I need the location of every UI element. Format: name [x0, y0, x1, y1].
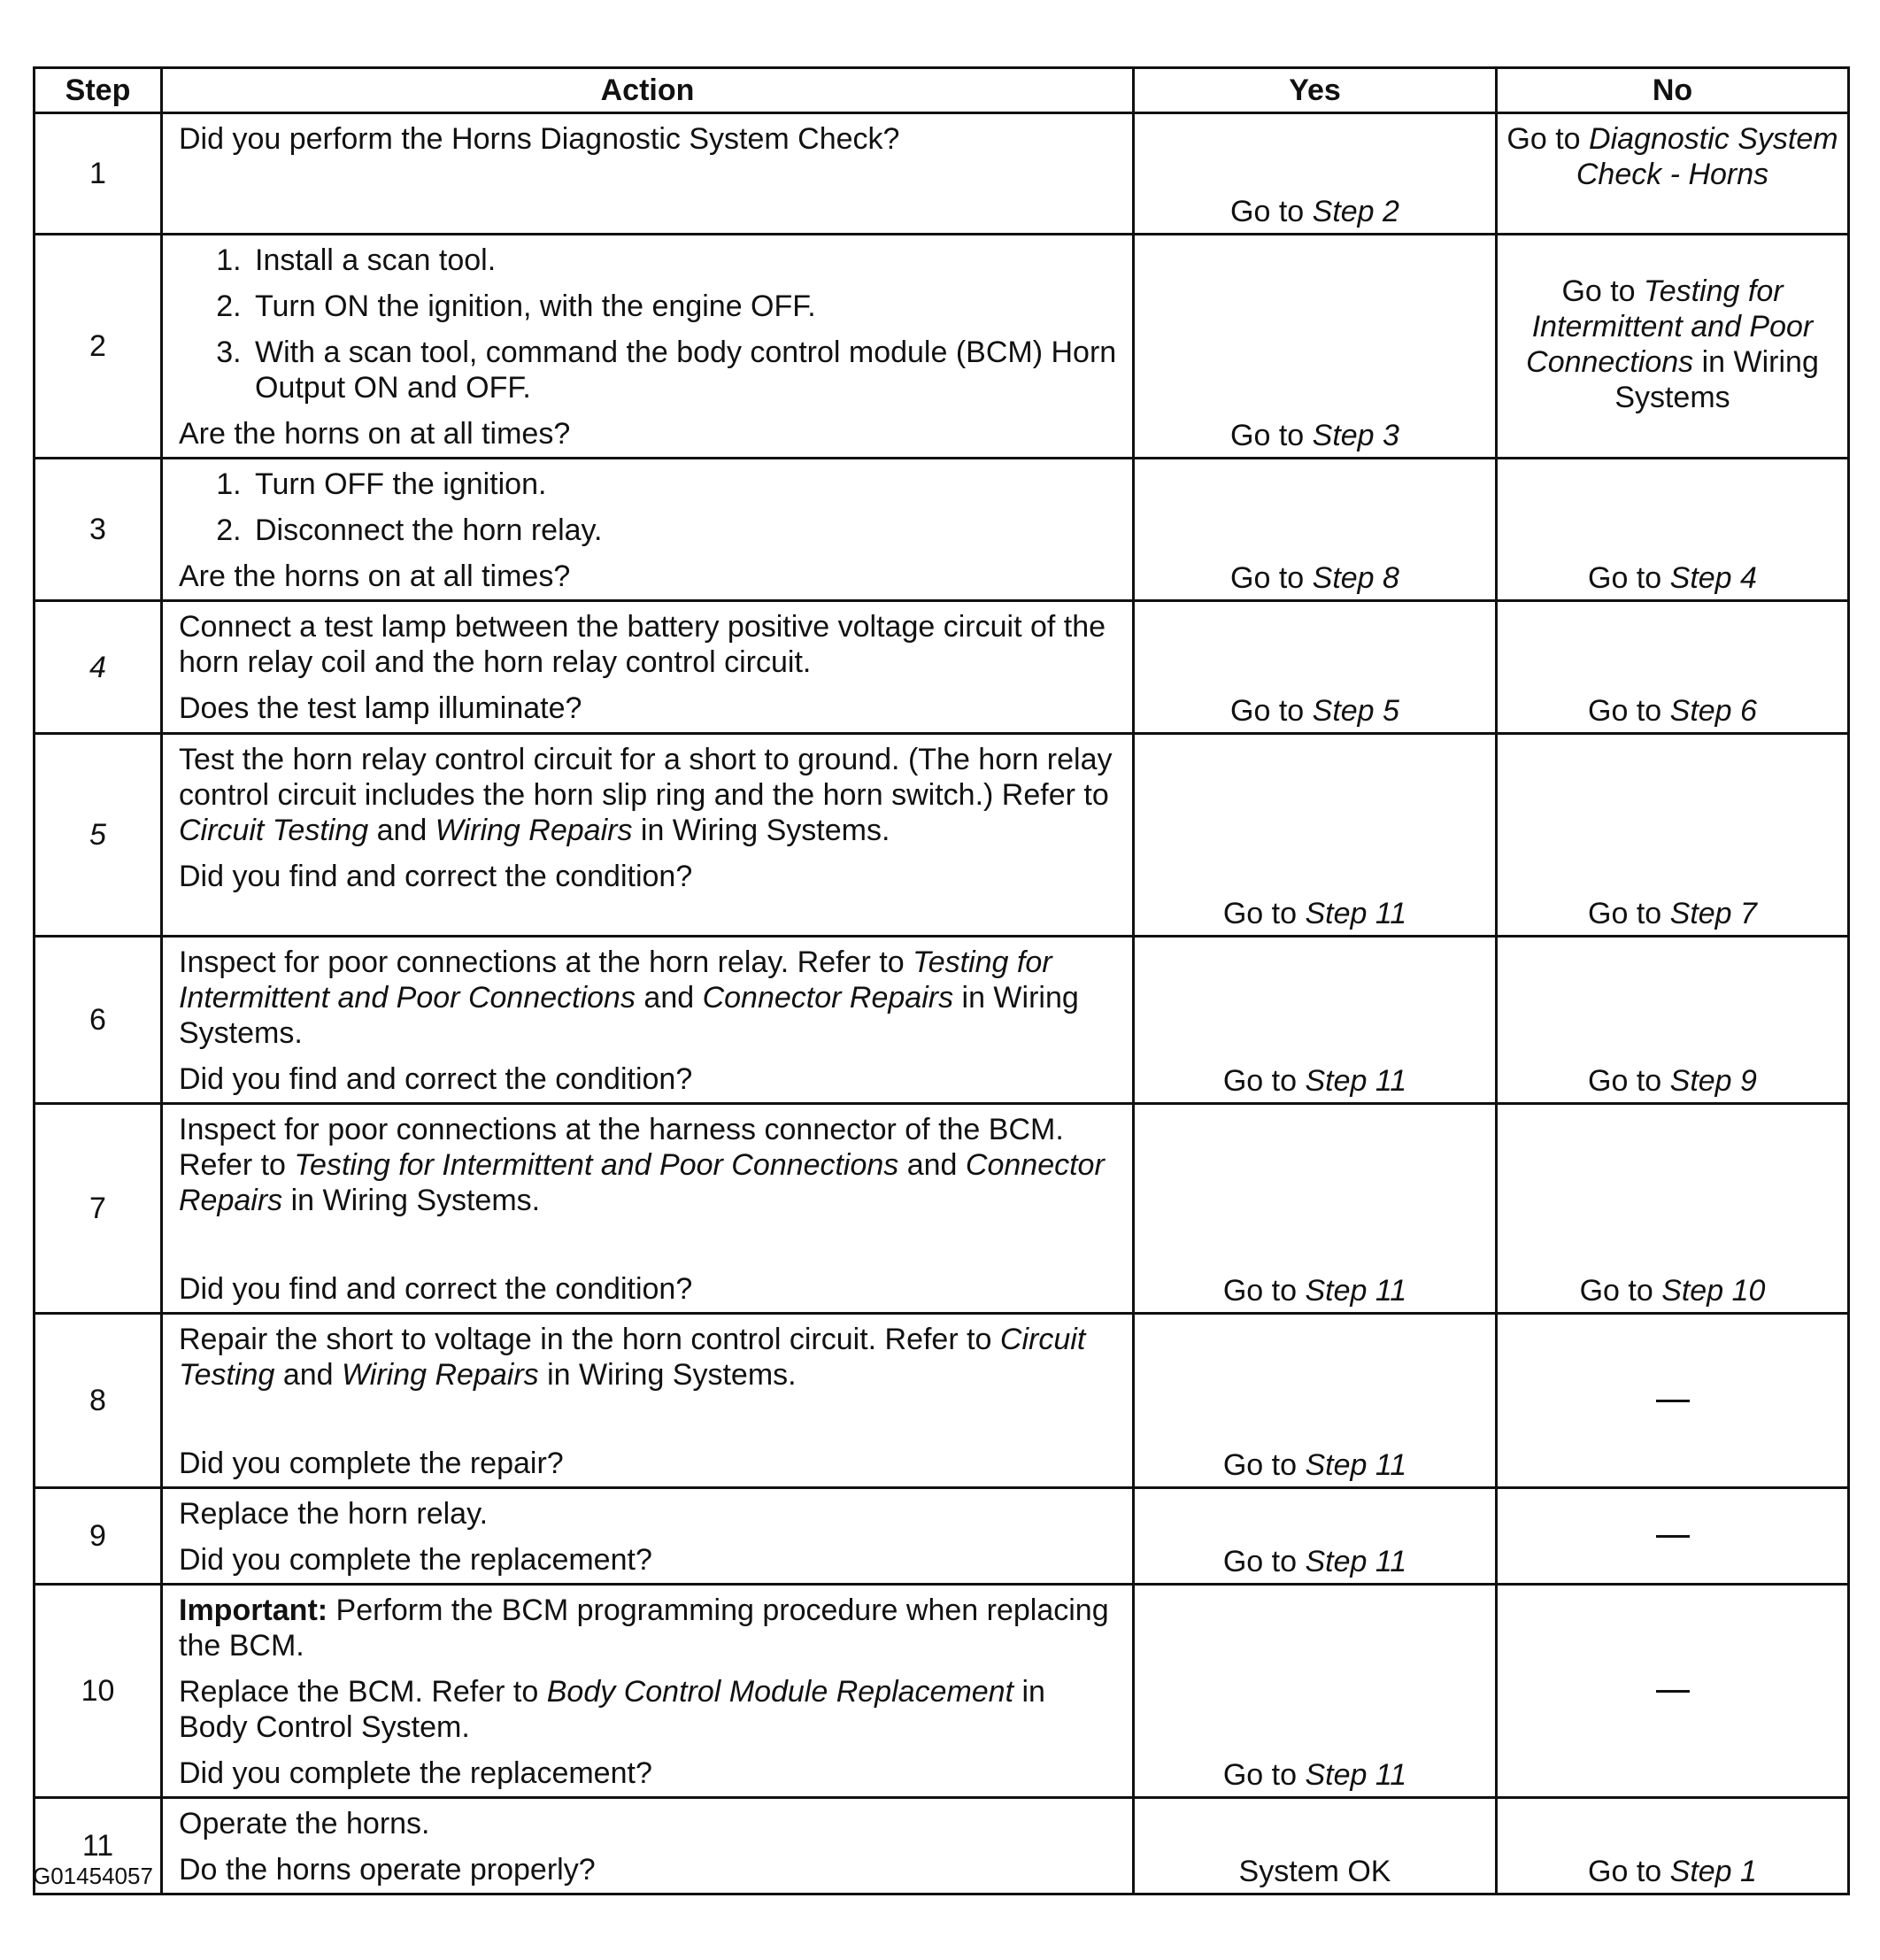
- header-action: Action: [162, 68, 1134, 113]
- spacer: [179, 1229, 1120, 1271]
- no-cell: [1497, 235, 1849, 459]
- yes-link[interactable]: Go to Step 8: [1230, 561, 1399, 595]
- yes-cell: [1134, 1585, 1497, 1798]
- action-question: Are the horns on at all times?: [179, 417, 571, 451]
- no-cell: [1497, 1104, 1849, 1314]
- action-text: Operate the horns.: [179, 1807, 430, 1840]
- figure-id: G01454057: [33, 1863, 153, 1889]
- yes-cell: [1134, 235, 1497, 459]
- action-text: Inspect for poor connections at the horn relay. Refer to Testing for Intermittent and Poor Connections and Connector Repairs in Wiring Systems.: [179, 945, 1079, 1050]
- step-number: 5: [35, 734, 162, 937]
- table-row: [35, 601, 1849, 734]
- list-item: 3. With a scan tool, command the body control module (BCM) Horn Output ON and OFF.: [250, 335, 1120, 405]
- no-link[interactable]: Go to Step 4: [1588, 561, 1757, 595]
- action-question: Did you find and correct the condition?: [179, 860, 693, 893]
- action-text: Did you perform the Horns Diagnostic System Check?: [179, 122, 900, 156]
- step-number: 3: [35, 459, 162, 601]
- table-row: [35, 1488, 1849, 1585]
- action-question: Did you find and correct the condition?: [179, 1062, 693, 1096]
- table-row: [35, 937, 1849, 1104]
- action-question: Did you complete the replacement?: [179, 1756, 652, 1790]
- yes-link[interactable]: Go to Step 11: [1222, 1545, 1407, 1578]
- step-number: 8: [35, 1314, 162, 1488]
- list-item: 2. Turn ON the ignition, with the engine OFF.: [250, 289, 1120, 324]
- yes-link[interactable]: Go to Step 5: [1230, 694, 1399, 728]
- no-cell: [1497, 459, 1849, 601]
- no-cell: [1497, 1314, 1849, 1488]
- yes-cell: [1134, 1798, 1497, 1894]
- yes-cell: [1134, 937, 1497, 1104]
- table-row: [35, 1104, 1849, 1314]
- action-cell: [162, 459, 1134, 601]
- action-question: Does the test lamp illuminate?: [179, 691, 582, 725]
- action-text: Replace the BCM. Refer to Body Control Module Replacement in Body Control System.: [179, 1675, 1045, 1744]
- no-cell: [1497, 1798, 1849, 1894]
- header-row: [35, 68, 1849, 113]
- yes-cell: [1134, 1488, 1497, 1585]
- action-cell: [162, 1104, 1134, 1314]
- action-text: Connect a test lamp between the battery positive voltage circuit of the horn relay coil and the horn relay control circuit.: [179, 610, 1106, 679]
- action-cell: [162, 1585, 1134, 1798]
- table-row: [35, 1798, 1849, 1894]
- yes-link[interactable]: Go to Step 3: [1230, 419, 1399, 452]
- action-question: Did you complete the repair?: [179, 1447, 564, 1480]
- action-cell: [162, 1798, 1134, 1894]
- list-item: 1. Install a scan tool.: [250, 243, 1120, 278]
- table-row: [35, 734, 1849, 937]
- list-item: 2. Disconnect the horn relay.: [250, 513, 1120, 548]
- no-cell: [1497, 113, 1849, 235]
- action-text: Test the horn relay control circuit for a short to ground. (The horn relay control circuit includes the horn slip ring and the horn switch.) Refer to Circuit Testing and Wiring Repairs in Wiring Systems.: [179, 743, 1113, 847]
- action-text: Inspect for poor connections at the harness connector of the BCM. Refer to Testing for Intermittent and Poor Connections and Connector Repairs in Wiring Systems.: [179, 1113, 1105, 1217]
- action-cell: [162, 1488, 1134, 1585]
- table-row: [35, 1314, 1849, 1488]
- yes-cell: [1134, 601, 1497, 734]
- step-number: 4: [35, 601, 162, 734]
- action-cell: [162, 1314, 1134, 1488]
- yes-link[interactable]: Go to Step 11: [1222, 897, 1407, 930]
- yes-link[interactable]: Go to Step 2: [1230, 195, 1399, 228]
- action-list: [179, 467, 1120, 548]
- spacer: [179, 1403, 1120, 1446]
- step-number: 10: [35, 1585, 162, 1798]
- yes-cell: [1134, 113, 1497, 235]
- no-cell: [1497, 1488, 1849, 1585]
- list-item: 1. Turn OFF the ignition.: [250, 467, 1120, 502]
- yes-link[interactable]: Go to Step 11: [1222, 1274, 1407, 1308]
- no-cell: [1497, 1585, 1849, 1798]
- table-row: [35, 1585, 1849, 1798]
- action-cell: [162, 235, 1134, 459]
- no-value-dash: [1656, 1400, 1690, 1402]
- step-number: 2: [35, 235, 162, 459]
- action-cell: [162, 734, 1134, 937]
- yes-link[interactable]: Go to Step 11: [1222, 1064, 1407, 1098]
- action-cell: [162, 937, 1134, 1104]
- no-value-dash: [1656, 1690, 1690, 1693]
- diagnostic-table: [33, 66, 1850, 1895]
- step-number: 7: [35, 1104, 162, 1314]
- yes-cell: [1134, 734, 1497, 937]
- no-link[interactable]: Go to Testing for Intermittent and Poor Connections in Wiring Systems: [1526, 274, 1819, 414]
- table-row: [35, 235, 1849, 459]
- no-cell: [1497, 601, 1849, 734]
- action-important: Important: Perform the BCM programming procedure when replacing the BCM.: [179, 1593, 1109, 1663]
- yes-cell: [1134, 1314, 1497, 1488]
- action-question: Do the horns operate properly?: [179, 1853, 596, 1887]
- yes-cell: [1134, 459, 1497, 601]
- action-question: Did you complete the replacement?: [179, 1543, 652, 1577]
- action-question: Are the horns on at all times?: [179, 559, 571, 593]
- header-no: No: [1497, 68, 1849, 113]
- action-cell: [162, 113, 1134, 235]
- table-row: [35, 459, 1849, 601]
- no-link[interactable]: Go to Step 6: [1588, 694, 1757, 728]
- no-link[interactable]: Go to Step 10: [1579, 1274, 1766, 1308]
- yes-cell: [1134, 1104, 1497, 1314]
- header-step: Step: [35, 68, 162, 113]
- step-number: 11: [35, 1798, 162, 1894]
- no-value-dash: [1656, 1535, 1690, 1538]
- step-number: 1: [35, 113, 162, 235]
- step-number: 6: [35, 937, 162, 1104]
- action-list: [179, 243, 1120, 405]
- no-link[interactable]: Go to Step 1: [1588, 1855, 1757, 1888]
- yes-link[interactable]: System OK: [1238, 1855, 1391, 1888]
- yes-link[interactable]: Go to Step 11: [1222, 1758, 1407, 1792]
- no-link[interactable]: Go to Diagnostic System Check - Horns: [1506, 122, 1838, 191]
- table-row: [35, 113, 1849, 235]
- action-question: Did you find and correct the condition?: [179, 1272, 693, 1306]
- yes-link[interactable]: Go to Step 11: [1222, 1448, 1407, 1482]
- no-link[interactable]: Go to Step 9: [1588, 1064, 1757, 1098]
- action-text: Repair the short to voltage in the horn control circuit. Refer to Circuit Testing and Wiring Repairs in Wiring Systems.: [179, 1323, 1086, 1392]
- header-yes: Yes: [1134, 68, 1497, 113]
- step-number: 9: [35, 1488, 162, 1585]
- no-cell: [1497, 937, 1849, 1104]
- action-text: Replace the horn relay.: [179, 1497, 489, 1531]
- action-cell: [162, 601, 1134, 734]
- no-cell: [1497, 734, 1849, 937]
- no-link[interactable]: Go to Step 7: [1588, 897, 1757, 930]
